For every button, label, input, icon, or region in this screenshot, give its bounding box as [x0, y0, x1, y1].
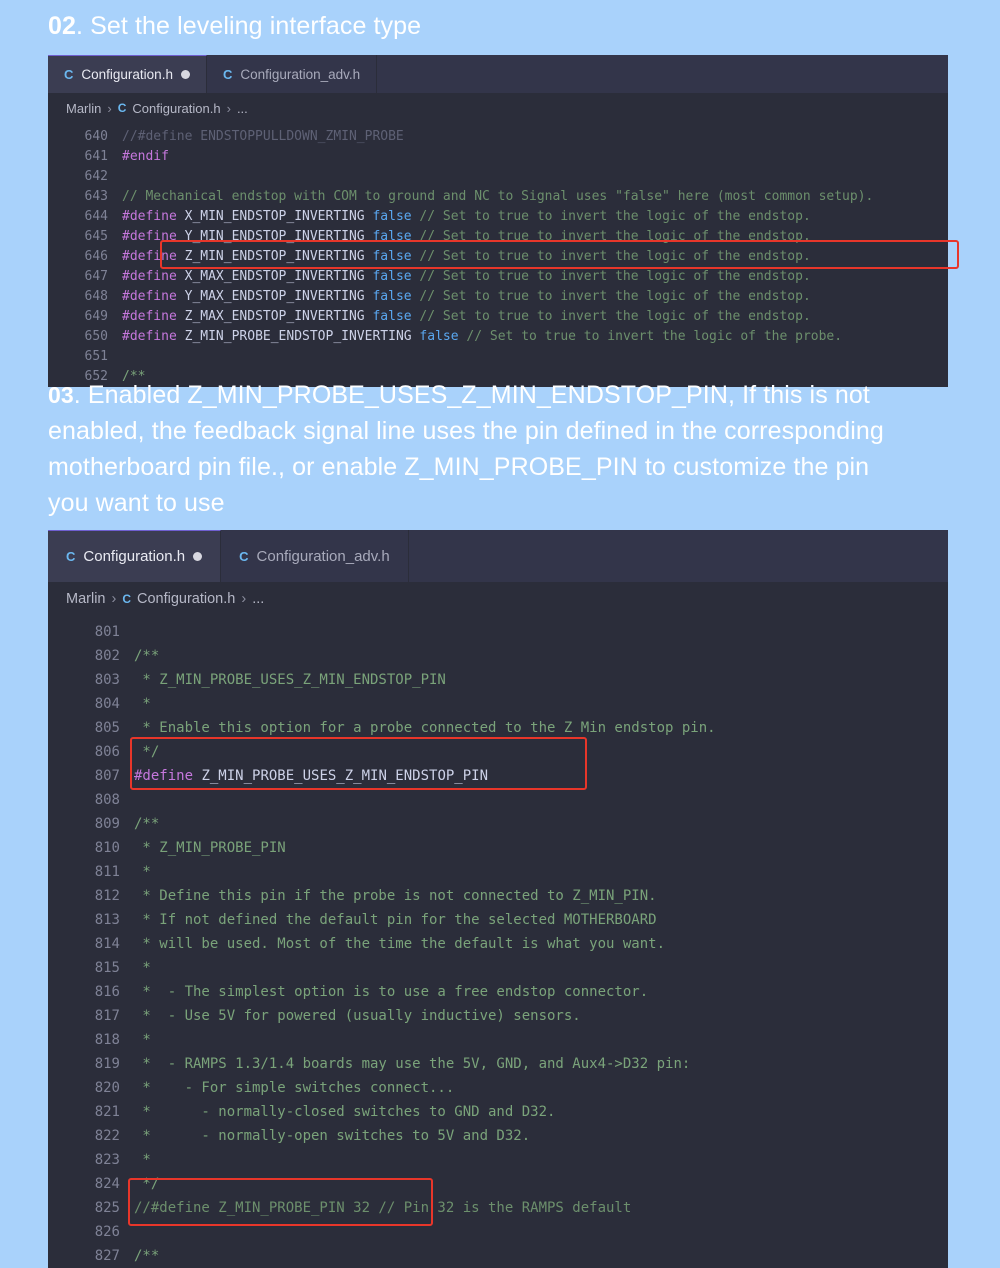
code-line — [48, 1028, 948, 1052]
line-number: 814 — [94, 936, 120, 952]
code-text — [122, 287, 811, 307]
code-text — [122, 307, 811, 327]
macro-identifier: Z_MIN_ENDSTOP_INVERTING — [184, 249, 365, 264]
step-02-separator: . — [76, 12, 84, 40]
line-number: 640 — [84, 129, 108, 144]
line-number: 652 — [84, 369, 108, 384]
line-number: 646 — [84, 249, 108, 264]
code-text: * - Use 5V for powered (usually inductive) sensors. — [134, 1008, 581, 1024]
code-line — [48, 1052, 948, 1076]
code-text: * If not defined the default pin for the selected MOTHERBOARD — [134, 912, 657, 928]
macro-value: false — [364, 209, 412, 224]
preprocessor-keyword: #define — [122, 209, 185, 224]
code-text: /** — [134, 648, 160, 664]
code-line — [48, 836, 948, 860]
code-text — [122, 247, 811, 267]
breadcrumb-file[interactable]: Configuration.h — [132, 100, 221, 116]
macro-identifier: X_MAX_ENDSTOP_INVERTING — [184, 269, 365, 284]
line-number: 823 — [94, 1152, 120, 1168]
inline-comment: // Set to true to invert the logic of the endstop. — [411, 289, 811, 304]
code-text: * Enable this option for a probe connected to the Z Min endstop pin. — [134, 720, 716, 736]
code-text: * — [134, 1032, 151, 1048]
code-line — [48, 207, 948, 227]
code-line — [48, 127, 948, 147]
code-text — [134, 764, 488, 788]
code-line — [48, 908, 948, 932]
code-text: /** — [122, 369, 146, 384]
line-number: 813 — [94, 912, 120, 928]
editor1-tabbar — [48, 55, 948, 93]
step-03-number: 03 — [48, 382, 74, 408]
line-number: 824 — [94, 1176, 120, 1192]
line-number: 648 — [84, 289, 108, 304]
line-number: 810 — [94, 840, 120, 856]
code-line — [48, 956, 948, 980]
line-number: 644 — [84, 209, 108, 224]
chevron-right-icon: › — [226, 100, 231, 116]
macro-value: false — [364, 249, 412, 264]
line-number: 809 — [94, 816, 120, 832]
line-number: 805 — [94, 720, 120, 736]
code-line — [48, 307, 948, 327]
editor2-breadcrumb[interactable] — [48, 582, 948, 616]
breadcrumb-tail[interactable]: ... — [236, 100, 248, 116]
code-line — [48, 327, 948, 347]
editor2-tab-configuration-adv-h[interactable] — [221, 530, 409, 582]
line-number: 801 — [94, 624, 120, 640]
chevron-right-icon: › — [111, 591, 117, 607]
inline-comment: // Set to true to invert the logic of the endstop. — [411, 229, 811, 244]
code-text: * - normally-open switches to 5V and D32. — [134, 1128, 531, 1144]
inline-comment: // Set to true to invert the logic of the endstop. — [411, 309, 811, 324]
line-number: 806 — [94, 744, 120, 760]
code-text: * will be used. Most of the time the default is what you want. — [134, 936, 666, 952]
code-line — [48, 247, 948, 267]
preprocessor-keyword: #define — [134, 768, 202, 784]
macro-identifier: Z_MIN_PROBE_USES_Z_MIN_ENDSTOP_PIN — [201, 768, 489, 784]
chevron-right-icon: › — [241, 591, 247, 607]
code-text: #endif — [122, 149, 169, 164]
editor1-tab-configuration-h[interactable] — [48, 55, 207, 93]
line-number: 819 — [94, 1056, 120, 1072]
code-line — [48, 1100, 948, 1124]
chevron-right-icon: › — [107, 100, 112, 116]
code-line — [48, 1220, 948, 1244]
editor2-tab-configuration-h[interactable] — [48, 530, 221, 582]
code-text: * - The simplest option is to use a free endstop connector. — [134, 984, 649, 1000]
editor1-breadcrumb[interactable] — [48, 93, 948, 123]
line-number: 820 — [94, 1080, 120, 1096]
code-text: */ — [134, 744, 160, 760]
code-text: * — [134, 696, 151, 712]
line-number: 641 — [84, 149, 108, 164]
line-number: 811 — [94, 864, 120, 880]
macro-value: false — [364, 309, 412, 324]
code-text: /** — [134, 816, 160, 832]
macro-identifier: Y_MIN_ENDSTOP_INVERTING — [184, 229, 365, 244]
code-text: * Z_MIN_PROBE_USES_Z_MIN_ENDSTOP_PIN — [134, 672, 446, 688]
line-number: 650 — [84, 329, 108, 344]
inline-comment: // Set to true to invert the logic of the endstop. — [411, 269, 811, 284]
line-number: 642 — [84, 169, 108, 184]
step-02-heading — [0, 8, 469, 44]
c-file-icon: C — [222, 66, 233, 82]
line-number: 802 — [94, 648, 120, 664]
code-line — [48, 764, 948, 788]
editor1-code-area[interactable] — [48, 123, 948, 387]
code-text: * — [134, 864, 151, 880]
code-line — [48, 187, 948, 207]
code-text: */ — [134, 1176, 160, 1192]
code-line — [48, 980, 948, 1004]
breadcrumb-root[interactable]: Marlin — [66, 100, 102, 116]
line-number: 804 — [94, 696, 120, 712]
line-number: 825 — [94, 1200, 120, 1216]
inline-comment: // Set to true to invert the logic of the probe. — [458, 329, 843, 344]
code-text: /** — [134, 1248, 160, 1264]
macro-value: false — [364, 289, 412, 304]
line-number: 647 — [84, 269, 108, 284]
line-number: 818 — [94, 1032, 120, 1048]
macro-identifier: X_MIN_ENDSTOP_INVERTING — [184, 209, 365, 224]
code-editor-window-2 — [48, 530, 948, 1264]
breadcrumb-tail[interactable]: ... — [252, 591, 265, 607]
inline-comment: // Set to true to invert the logic of the endstop. — [411, 249, 811, 264]
c-file-icon: C — [239, 548, 249, 564]
line-number: 651 — [84, 349, 108, 364]
editor2-tab-label: Configuration_adv.h — [256, 547, 390, 565]
line-number: 812 — [94, 888, 120, 904]
code-line — [48, 932, 948, 956]
step-03-title: Enabled Z_MIN_PROBE_USES_Z_MIN_ENDSTOP_PIN, If this is not enabled, the feedback signal line uses the pin defined in the corresponding motherboard pin file., or enable Z_MIN_PROBE_PIN to customize the pin you want to use — [48, 381, 884, 517]
preprocessor-keyword: #define — [122, 309, 185, 324]
code-text: * - RAMPS 1.3/1.4 boards may use the 5V, GND, and Aux4->D32 pin: — [134, 1056, 691, 1072]
inline-comment: // Set to true to invert the logic of the endstop. — [411, 209, 811, 224]
line-number: 827 — [94, 1248, 120, 1264]
preprocessor-keyword: #define — [122, 229, 185, 244]
code-line — [48, 716, 948, 740]
code-text: // Mechanical endstop with COM to ground and NC to Signal uses "false" here (most common setup). — [122, 189, 874, 204]
step-03-heading — [0, 377, 960, 521]
macro-value: false — [364, 229, 412, 244]
macro-value: false — [411, 329, 459, 344]
code-line — [48, 1148, 948, 1172]
step-02-number: 02 — [48, 12, 77, 40]
code-line — [48, 147, 948, 167]
line-number: 643 — [84, 189, 108, 204]
editor2-tabbar — [48, 530, 948, 582]
c-file-icon: C — [122, 592, 131, 606]
preprocessor-keyword: #define — [122, 329, 185, 344]
macro-identifier: Z_MAX_ENDSTOP_INVERTING — [184, 309, 365, 324]
code-text: * — [134, 960, 151, 976]
c-file-icon: C — [117, 101, 127, 115]
code-line — [48, 668, 948, 692]
editor2-code-area[interactable] — [48, 616, 948, 1268]
code-text: * Z_MIN_PROBE_PIN — [134, 840, 286, 856]
code-text: * Define this pin if the probe is not connected to Z_MIN_PIN. — [134, 888, 657, 904]
code-line — [48, 1004, 948, 1028]
code-line — [48, 227, 948, 247]
line-number: 821 — [94, 1104, 120, 1120]
code-text: * — [134, 1152, 151, 1168]
code-text: * - normally-closed switches to GND and D32. — [134, 1104, 556, 1120]
editor1-tab-label: Configuration.h — [81, 67, 173, 82]
line-number: 649 — [84, 309, 108, 324]
breadcrumb-file[interactable]: Configuration.h — [137, 591, 236, 607]
line-number: 816 — [94, 984, 120, 1000]
line-number: 815 — [94, 960, 120, 976]
code-text — [122, 267, 811, 287]
code-line — [48, 1124, 948, 1148]
code-line — [48, 620, 948, 644]
code-line — [48, 788, 948, 812]
line-number: 803 — [94, 672, 120, 688]
editor2-tab-label: Configuration.h — [83, 548, 186, 565]
line-number: 826 — [94, 1224, 120, 1240]
code-line — [48, 267, 948, 287]
code-line — [48, 1076, 948, 1100]
code-text — [122, 227, 811, 247]
code-line — [48, 692, 948, 716]
macro-identifier: Z_MIN_PROBE_ENDSTOP_INVERTING — [184, 329, 412, 344]
unsaved-dot-icon — [181, 70, 190, 79]
code-text — [122, 327, 842, 347]
code-text: //#define Z_MIN_PROBE_PIN 32 // Pin 32 is the RAMPS default — [134, 1200, 632, 1216]
code-line — [48, 812, 948, 836]
macro-identifier: Y_MAX_ENDSTOP_INVERTING — [184, 289, 365, 304]
step-03-separator: . — [73, 381, 81, 409]
c-file-icon: C — [66, 549, 76, 564]
code-line — [48, 167, 948, 187]
code-line — [48, 347, 948, 367]
preprocessor-keyword: #define — [122, 269, 185, 284]
code-line — [48, 884, 948, 908]
line-number: 808 — [94, 792, 120, 808]
line-number: 817 — [94, 1008, 120, 1024]
code-text: * - For simple switches connect... — [134, 1080, 455, 1096]
editor1-tab-label: Configuration_adv.h — [240, 66, 361, 82]
preprocessor-keyword: #define — [122, 289, 185, 304]
code-line — [48, 1244, 948, 1268]
macro-value: false — [364, 269, 412, 284]
line-number: 807 — [94, 768, 120, 784]
code-line — [48, 1196, 948, 1220]
code-line — [48, 860, 948, 884]
code-line — [48, 644, 948, 668]
unsaved-dot-icon — [193, 552, 202, 561]
step-02-title: Set the leveling interface type — [90, 12, 422, 40]
line-number: 645 — [84, 229, 108, 244]
code-line — [48, 1172, 948, 1196]
code-line — [48, 287, 948, 307]
code-text — [122, 207, 811, 227]
breadcrumb-root[interactable]: Marlin — [66, 591, 106, 607]
line-number: 822 — [94, 1128, 120, 1144]
preprocessor-keyword: #define — [122, 249, 185, 264]
code-line — [48, 740, 948, 764]
code-editor-window-1 — [48, 55, 948, 384]
editor1-tab-configuration-adv-h[interactable] — [207, 55, 377, 93]
c-file-icon: C — [64, 67, 74, 82]
code-text: //#define ENDSTOPPULLDOWN_ZMIN_PROBE — [122, 129, 404, 144]
